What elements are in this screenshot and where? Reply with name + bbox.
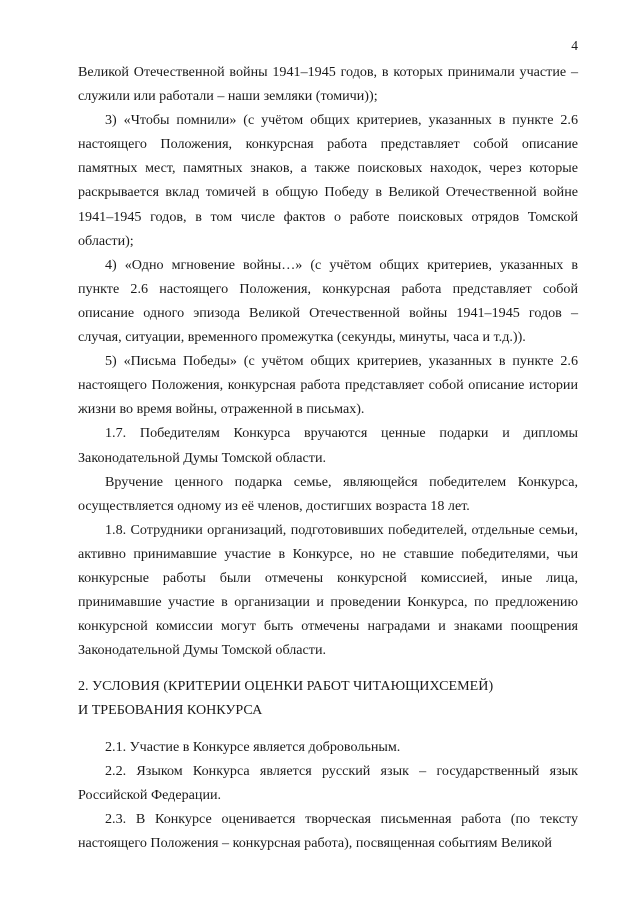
paragraph-gift: Вручение ценного подарка семье, являющейся победителем Конкурса, осуществляется одному из её членов, достигших возраста 18 лет. (78, 473, 578, 514)
paragraph-1-8: 1.8. Сотрудники организаций, подготовивших победителей, отдельные семьи, активно принимавшие участие в Конкурсе, но не ставшие победителями, чьи конкурсные работы были отмечены конкурсной комиссией, иные лица, принимавшие участие в организации и проведении Конкурса, по предложению конкурсной комиссии могут быть отмечены наградами и знаками поощрения Законодательной Думы Томской области. (78, 521, 578, 659)
paragraph-2-1: 2.1. Участие в Конкурсе является добровольным. (105, 738, 401, 755)
paragraph-item-5: 5) «Письма Победы» (с учётом общих критериев, указанных в пункте 2.6 настоящего Положения, конкурсная работа представляет собой описание истории жизни во время войны, отраженной в письмах). (78, 353, 578, 418)
section-heading-line-1: 2. УСЛОВИЯ (КРИТЕРИИ ОЦЕНКИ РАБОТ ЧИТАЮЩИХСЕМЕЙ) (78, 678, 494, 695)
section-heading (78, 674, 578, 722)
paragraph-1-7: 1.7. Победителям Конкурса вручаются ценные подарки и дипломы Законодательной Думы Томской области. (78, 425, 578, 466)
section-heading-line-2: И ТРЕБОВАНИЯ КОНКУРСА (78, 702, 263, 719)
page-number: 4 (571, 38, 578, 53)
paragraph-item-4: 4) «Одно мгновение войны…» (с учётом общих критериев, указанных в пункте 2.6 настоящего Положения, конкурсная работа представляет собой описание одного эпизода Великой Отечественной войны 1941–1945 годов – случая, ситуации, временного промежутка (секунды, минуты, часа и т.д.)). (78, 256, 578, 346)
paragraph-item-3: 3) «Чтобы помнили» (с учётом общих критериев, указанных в пункте 2.6 настоящего Положения, конкурсная работа представляет собой описание памятных мест, памятных знаков, а также поисковых находок, через которые раскрывается вклад томичей в общую Победу в Великой Отечественной войне 1941–1945 годов, в том числе фактов о работе поисковых отрядов Томской области); (78, 112, 578, 249)
paragraph-2-3: 2.3. В Конкурсе оценивается творческая письменная работа (по тексту настоящего Положения – конкурсная работа), посвященная событиям Великой (78, 810, 578, 851)
paragraph-continuation: Великой Отечественной войны 1941–1945 годов, в которых принимали участие – служили или работали – наши земляки (томичи)); (78, 64, 578, 105)
document-body (78, 60, 578, 855)
paragraph-2-2: 2.2. Языком Конкурса является русский язык – государственный язык Российской Федерации. (78, 762, 578, 803)
